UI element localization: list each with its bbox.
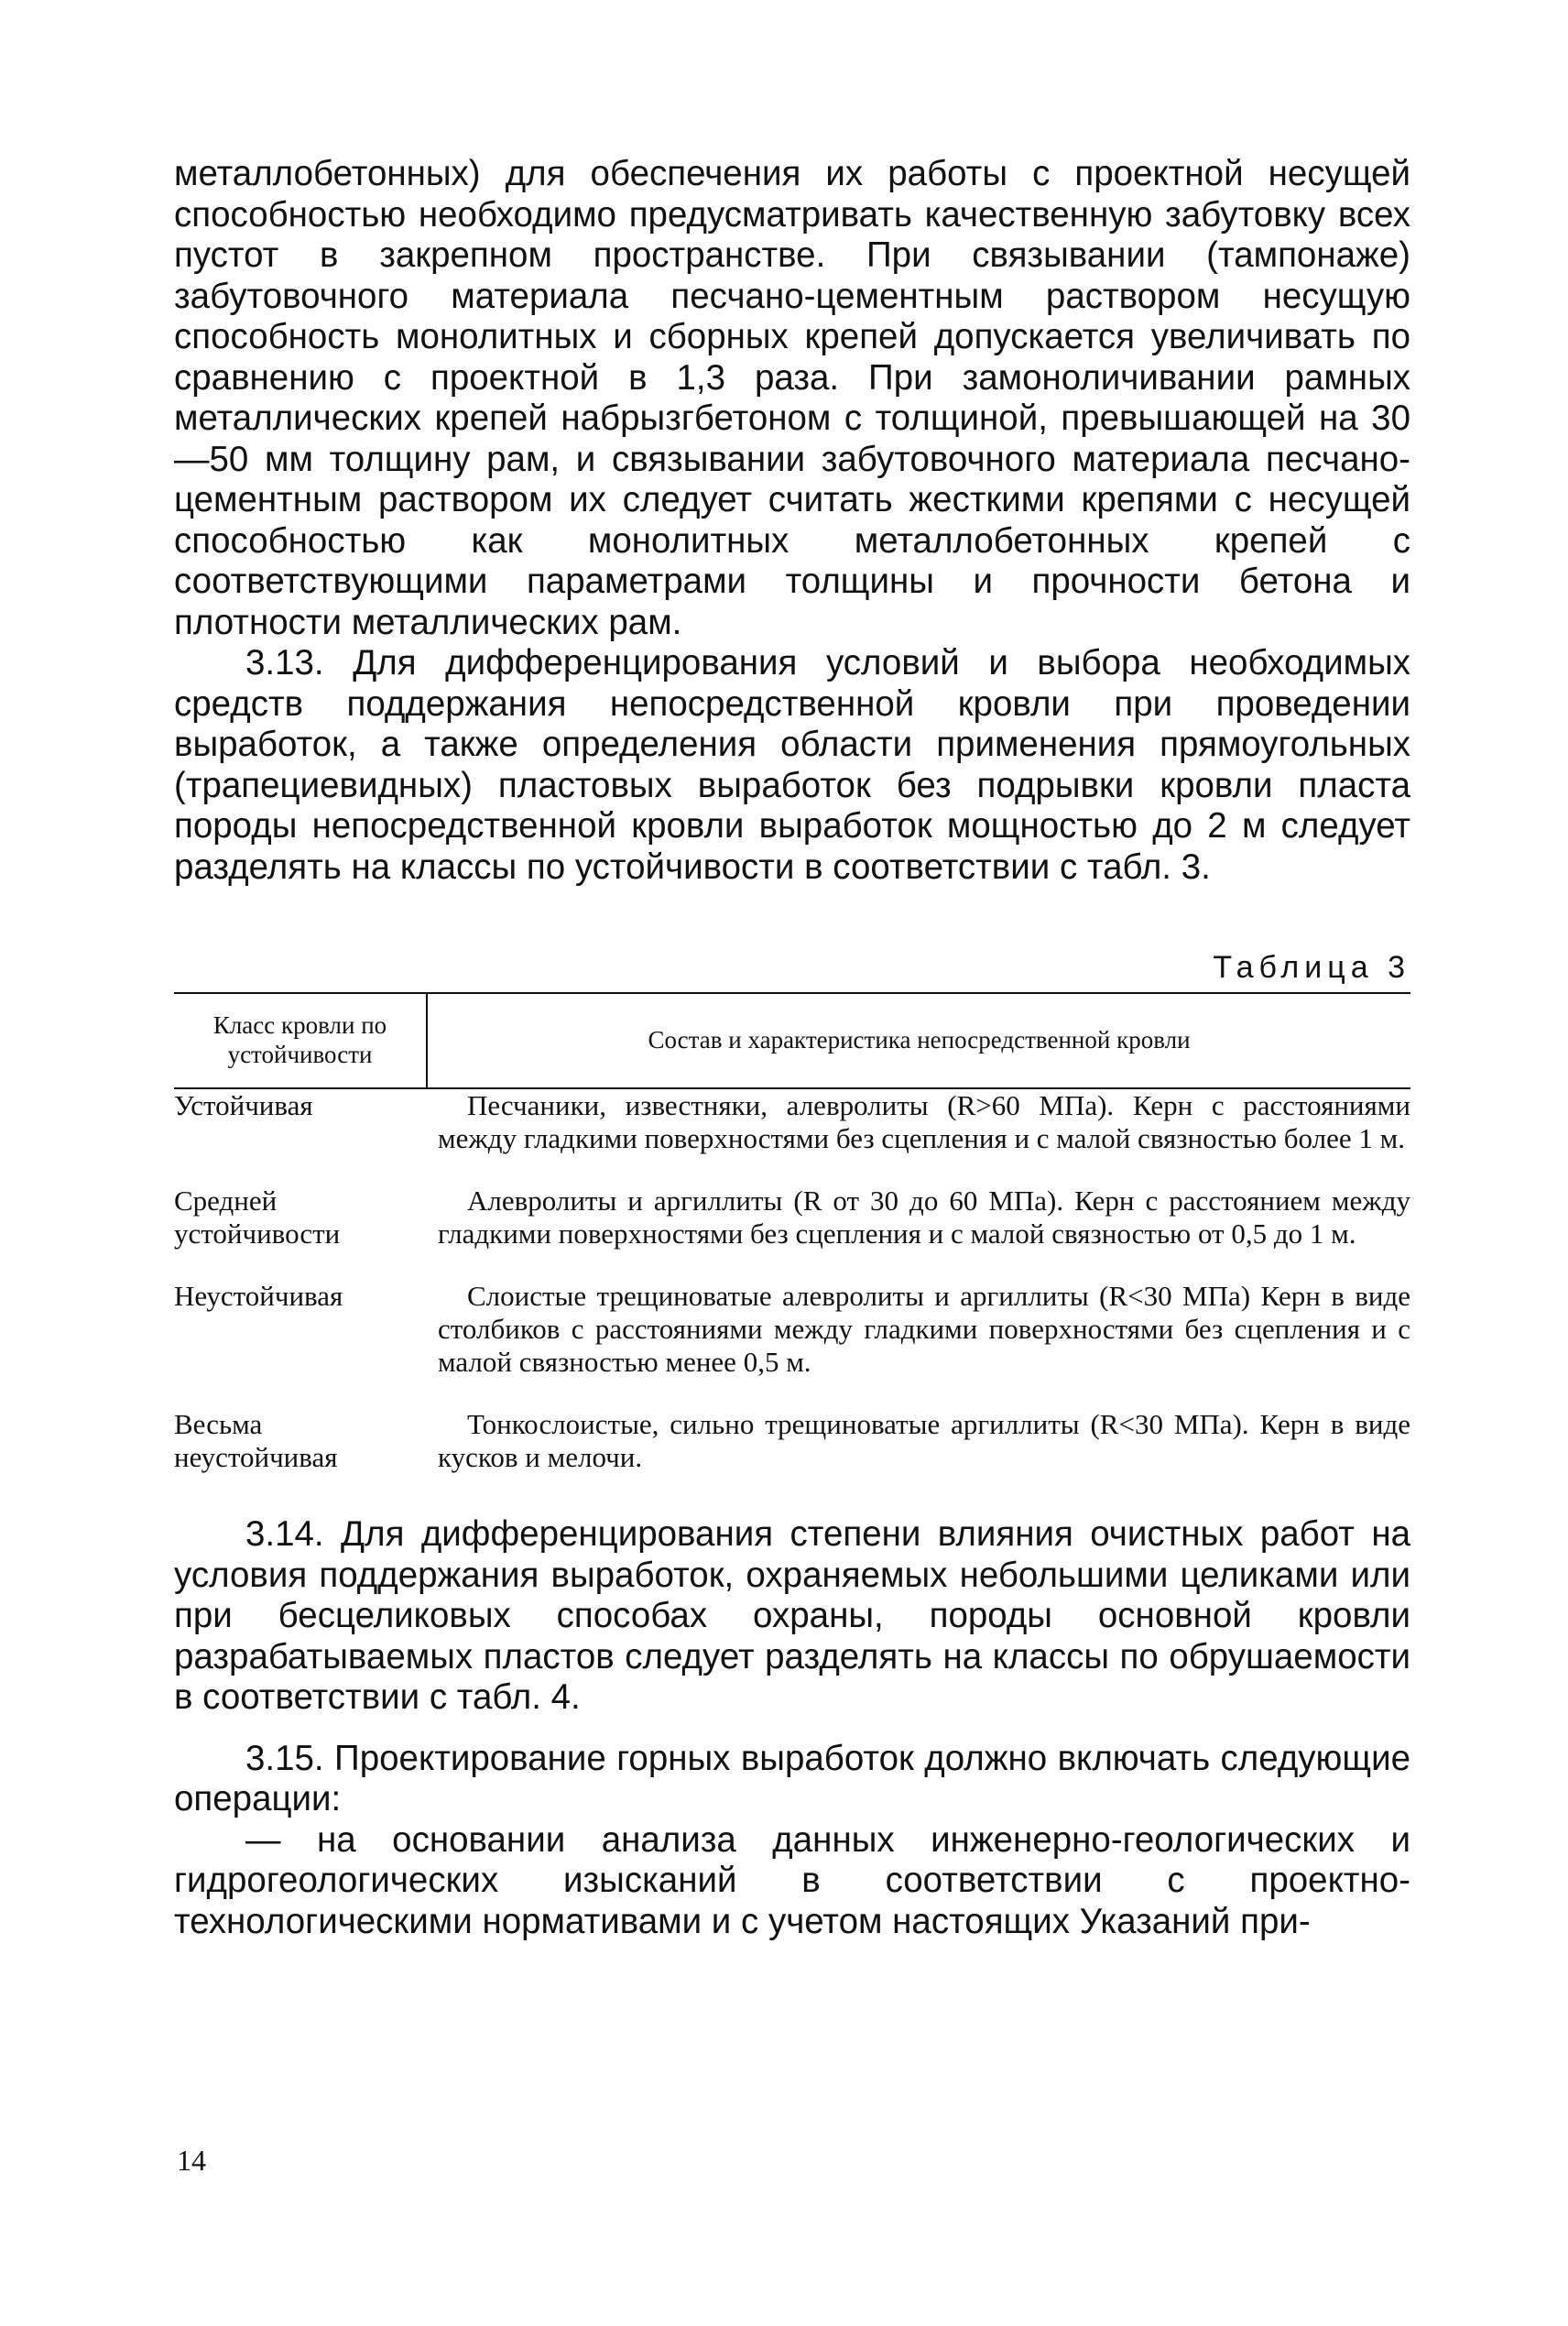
header-class: Класс кровли по устойчивости [174, 993, 427, 1088]
table-caption: Таблица 3 [1213, 950, 1410, 985]
stability-classes-table [174, 992, 1410, 1474]
table-row [174, 1185, 1410, 1250]
document-page [174, 154, 1410, 1942]
row-description: Слоистые трещиноватые алевролиты и аргиллиты (R<30 МПа) Керн в виде столбиков с расстояниями между гладкими поверхностями без сцепления и с малой связностью менее 0,5 м. [438, 1280, 1410, 1378]
section-3-13: 3.13. Для дифференцирования условий и выбора необходимых средств поддержания непосредственной кровли при проведении выработок, а также определения области применения прямоугольных (трапециевидных) пластовых выработок без подрывки кровли пласта породы непосредственной кровли выработок мощностью до 2 м следует разделять на классы по устойчивости в соответствии с табл. 3. [174, 643, 1410, 887]
row-class: Устойчивая [174, 1089, 313, 1121]
section-3-15: 3.15. Проектирование горных выработок должно включать следующие операции: [174, 1738, 1410, 1818]
row-description: Алевролиты и аргиллиты (R от 30 до 60 МПа). Керн с расстоянием между гладкими поверхностями без сцепления и с малой связностью от 0,5 до 1 м. [438, 1185, 1410, 1250]
row-description: Песчаники, известняки, алевролиты (R>60 МПа). Керн с расстояниями между гладкими поверхностями без сцепления и с малой связностью более 1 м. [438, 1089, 1410, 1154]
table-row [174, 1280, 1410, 1379]
row-class: Неустойчивая [174, 1280, 343, 1312]
row-class: Весьма неустойчивая [174, 1408, 338, 1473]
table-row [174, 1408, 1410, 1474]
table-header-row [174, 993, 1410, 1088]
section-3-15-item: — на основании анализа данных инженерно-геологических и гидрогеологических изысканий в соответствии с проектно-технологическими нормативами и с учетом настоящих Указаний при- [174, 1819, 1410, 1941]
section-3-14: 3.14. Для дифференцирования степени влияния очистных работ на условия поддержания выработок, охраняемых небольшими целиками или при бесцеликовых способах охраны, породы основной кровли разрабатываемых пластов следует разделять на классы по обрушаемости в соответствии с табл. 4. [174, 1514, 1410, 1717]
intro-paragraph: металлобетонных) для обеспечения их работы с проектной несущей способностью необходимо предусматривать качественную забутовку всех пустот в закрепном пространстве. При связывании (тампонаже) забутовочного материала песчано-цементным раствором несущую способность монолитных и сборных крепей допускается увеличивать по сравнению с проектной в 1,3 раза. При замоноличивании рамных металлических крепей набрызгбетоном с толщиной, превышающей на 30—50 мм толщину рам, и связывании забутовочного материала песчано-цементным раствором их следует считать жесткими крепями с несущей способностью как монолитных металлобетонных крепей с соответствующими параметрами толщины и прочности бетона и плотности металлических рам. [174, 154, 1410, 642]
row-description: Тонкослоистые, сильно трещиноватые аргиллиты (R<30 МПа). Керн в виде кусков и мелочи. [438, 1408, 1410, 1473]
page-number: 14 [177, 2144, 206, 2177]
row-class: Средней устойчивости [174, 1185, 341, 1250]
table-row [174, 1088, 1410, 1155]
header-description: Состав и характеристика непосредственной кровли [427, 993, 1410, 1088]
